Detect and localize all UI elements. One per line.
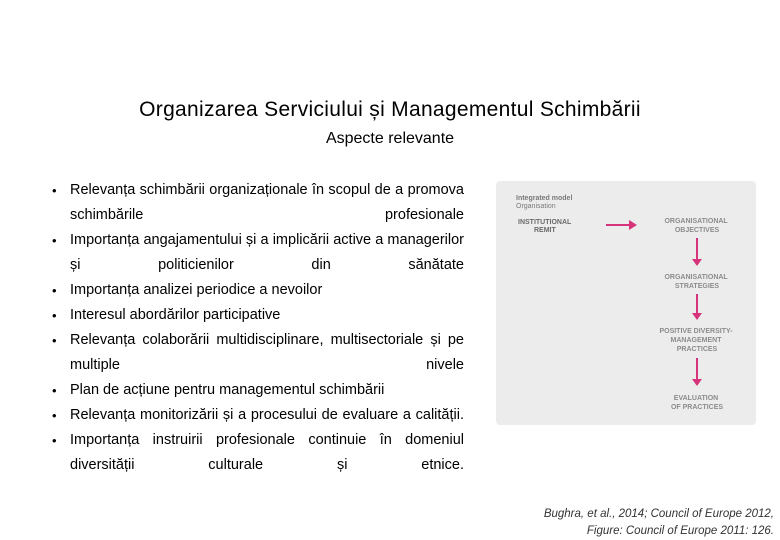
bullet-text: Importanța analizei periodice a nevoilor — [70, 282, 323, 298]
bullet-item — [50, 303, 464, 328]
down-arrow-2 — [692, 294, 702, 320]
bullet-text: Relevanța monitorizării și a procesului de evaluare a calității. — [70, 407, 464, 423]
down-arrow-3 — [692, 358, 702, 386]
horizontal-arrow — [606, 220, 637, 230]
bullet-list — [50, 178, 464, 478]
bullet-icon: • — [52, 183, 57, 198]
bullet-item — [50, 178, 464, 228]
bullet-item — [50, 378, 464, 403]
model-label — [516, 195, 574, 210]
bullet-icon: • — [52, 383, 57, 398]
bullet-icon: • — [52, 283, 57, 298]
model-label-line1: Integrated model — [516, 195, 573, 202]
bullet-text: Plan de acțiune pentru managementul schimbării — [70, 382, 385, 398]
bullet-icon: • — [52, 408, 57, 423]
bullet-text: Importanța angajamentului și a implicării active a managerilor și politicienilor din sănătate — [70, 232, 464, 273]
bullet-item — [50, 403, 464, 428]
step-strategies: ORGANISATIONAL STRATEGIES — [664, 274, 728, 290]
bullet-text: Importanța instruirii profesionale continuie în domeniul diversității culturale și etnice. — [70, 432, 464, 473]
remit-label-line1: INSTITUTIONAL — [518, 219, 572, 226]
bullet-item — [50, 328, 464, 378]
bullet-icon: • — [52, 308, 57, 323]
bullet-item — [50, 428, 464, 478]
step-practices: POSITIVE DIVERSITY- MANAGEMENT PRACTICES — [659, 328, 733, 353]
integrated-model-figure — [496, 181, 756, 425]
step-evaluation: EVALUATION OF PRACTICES — [670, 395, 724, 411]
bullet-item — [50, 228, 464, 278]
bullet-text: Relevanța schimbării organizaționale în scopul de a promova schimbările profesionale — [70, 182, 464, 223]
down-arrow-1 — [692, 238, 702, 266]
citation-line-2: Figure: Council of Europe 2011: 126. — [586, 525, 774, 537]
integrated-model-diagram — [496, 181, 756, 425]
bullet-text: Interesul abordărilor participative — [70, 307, 281, 323]
remit-label — [518, 219, 573, 234]
bullet-icon: • — [52, 233, 57, 248]
step-objectives: ORGANISATIONAL OBJECTIVES — [664, 218, 728, 234]
slide-subtitle: Aspecte relevante — [325, 130, 455, 147]
bullet-icon: • — [52, 433, 57, 448]
bullet-icon: • — [52, 333, 57, 348]
bullet-item — [50, 278, 464, 303]
remit-label-line2: REMIT — [534, 227, 556, 234]
citation — [544, 506, 774, 540]
model-label-line2: Organisation — [516, 203, 556, 210]
bullet-text: Relevanța colaborării multidisciplinare, multisectoriale și pe multiple nivele — [70, 332, 464, 373]
slide-title: Organizarea Serviciului și Managementul Schimbării — [139, 98, 641, 121]
citation-line-1: Bughra, et al., 2014; Council of Europe 2012, — [543, 508, 774, 520]
